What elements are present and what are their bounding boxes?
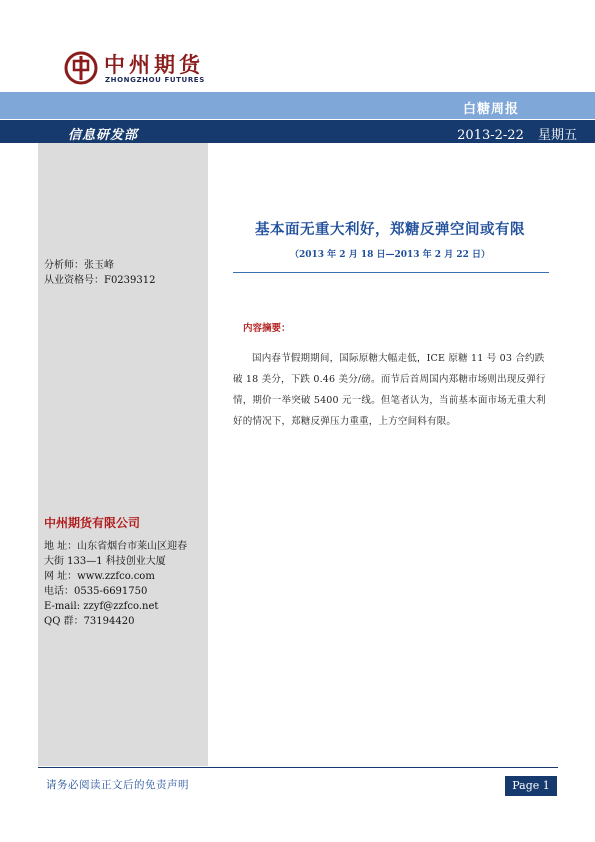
- company-name: 中州期货有限公司: [44, 516, 141, 530]
- department-name: 信息研发部: [68, 128, 139, 143]
- summary-text: 国内春节假期期间，国际原糖大幅走低，ICE 原糖 11 号 03 合约跌破 18 美分，下跌 0.46 美分/磅。而节后首周国内郑糖市场则出现反弹行情，期价一举突破 5400 元一线。但笔者认为，当前基本面市场无重大利好的情况下，郑糖反弹压力重重，上方空间料有限。: [233, 353, 546, 427]
- disclaimer-note: 请务必阅读正文后的免责声明: [46, 779, 189, 791]
- logo-name-cn: 中州期货: [104, 52, 204, 77]
- weekday-value: 星期五: [537, 128, 577, 143]
- report-title: 基本面无重大利好，郑糖反弹空间或有限: [255, 221, 525, 238]
- logo-name-en: ZHONGZHOU FUTURES: [105, 76, 205, 84]
- summary-label: 内容摘要：: [243, 323, 291, 334]
- footer-divider: [38, 767, 558, 768]
- contact-address-line-2: 大街 133—1 科技创业大厦: [44, 556, 166, 567]
- title-divider: [233, 272, 549, 273]
- company-contact: [44, 539, 204, 629]
- contact-phone: 电话：0535-6691750: [44, 586, 148, 597]
- report-type: 白糖周报: [462, 102, 519, 117]
- analyst-license: 从业资格号：F0239312: [44, 275, 156, 286]
- header-band-dark: [0, 120, 595, 143]
- sidebar-panel: [38, 143, 208, 766]
- page-number-badge: Page 1: [505, 776, 557, 796]
- header-band-light: [0, 92, 595, 119]
- contact-website: 网 址：www.zzfco.com: [44, 571, 155, 582]
- contact-qq: QQ 群：73194420: [44, 616, 135, 627]
- report-date-range: （2013 年 2 月 18 日—2013 年 2 月 22 日）: [289, 250, 490, 260]
- company-logo: [64, 49, 214, 89]
- analyst-info: [44, 258, 155, 288]
- contact-address-line-1: 地 址：山东省烟台市莱山区迎春: [44, 541, 188, 552]
- contact-email: E-mail: zzyf@zzfco.net: [44, 601, 159, 612]
- date-value: 2013-2-22: [457, 128, 524, 143]
- zhongzhou-logo-icon: [64, 51, 98, 85]
- report-date: [447, 124, 577, 143]
- analyst-name: 分析师：张玉峰: [44, 260, 114, 271]
